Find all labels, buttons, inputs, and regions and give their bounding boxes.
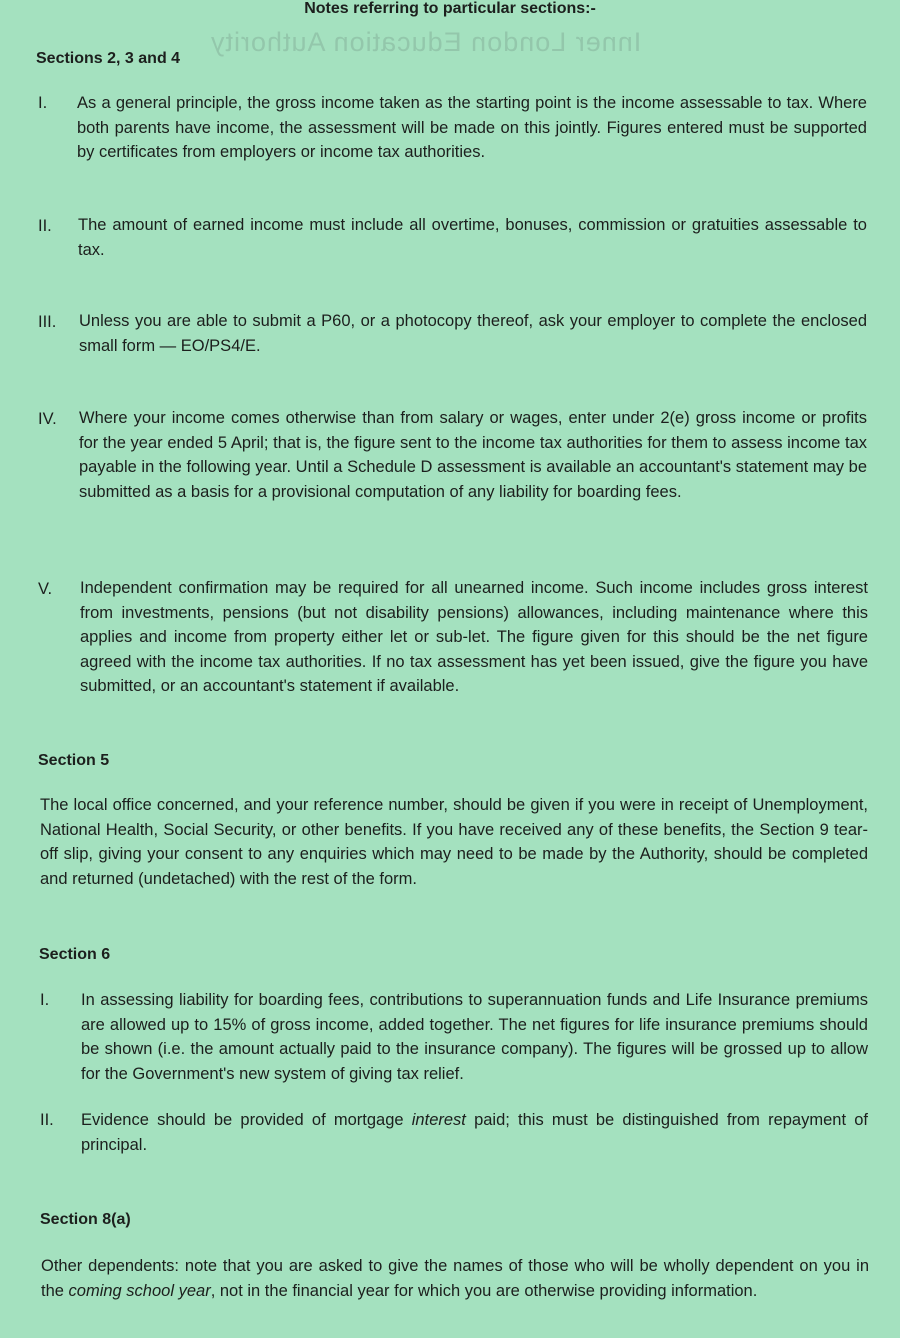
item-number: II. xyxy=(40,1111,54,1129)
section-heading: Section 5 xyxy=(38,752,110,769)
item-text: Unless you are able to submit a P60, or a photocopy thereof, ask your employer to complete the enclosed small form — EO/PS4/E. xyxy=(79,312,867,355)
item-text: In assessing liability for boarding fees, contributions to superannuation funds and Life Insurance premiums are allowed up to 15% of gross income, added together. The net figures for life insurance premiums should be shown (i.e. the amount actually paid to the insurance company). The figures will be grossed up to allow for the Government's new system of giving tax relief. xyxy=(81,991,868,1083)
item-text: As a general principle, the gross income taken as the starting point is the income assessable to tax. Where both parents have income, the assessment will be made on this jointly. Figures entered must be supported by certificates from employers or income tax authorities. xyxy=(77,94,867,161)
bleed-through-heading: Inner London Education Authority xyxy=(210,27,642,57)
section-heading: Section 8(a) xyxy=(40,1211,131,1228)
text-segment: Evidence should be provided of mortgage xyxy=(81,1111,412,1129)
section-heading: Section 6 xyxy=(39,946,111,963)
item-text: Independent confirmation may be required for all unearned income. Such income includes gross interest from investments, pensions (but not disability pensions) allowances, including maintenance where this applies and income from property either let or sub-let. The figure given for this should be the net figure agreed with the income tax authorities. If no tax assessment has yet been issued, give the figure you have submitted, or an accountant's statement if available. xyxy=(80,579,868,695)
italic-text: interest xyxy=(411,1111,466,1129)
section-heading: Sections 2, 3 and 4 xyxy=(36,50,181,67)
text-segment: , not in the financial year for which you are otherwise providing information. xyxy=(210,1281,758,1300)
text-segment: paid; this must be distinguished from repayment of principal. xyxy=(81,1111,868,1154)
item-text xyxy=(81,1108,868,1157)
item-number: IV. xyxy=(38,410,57,428)
item-text: The amount of earned income must include all overtime, bonuses, commission or gratuities assessable to tax. xyxy=(78,216,867,259)
section-text: The local office concerned, and your reference number, should be given if you were in receipt of Unemployment, National Health, Social Security, or other benefits. If you have received any of these benefits, the Section 9 tear-off slip, giving your consent to any enquiries which may need to be made by the Authority, should be completed and returned (undetached) with the rest of the form. xyxy=(40,796,868,888)
italic-text: coming school year xyxy=(68,1281,211,1300)
text-segment: Other dependents: note that you are asked to give the names of those who will be wholly dependent on you in the xyxy=(41,1257,869,1300)
item-number: III. xyxy=(38,313,57,331)
item-text: Where your income comes otherwise than from salary or wages, enter under 2(e) gross income or profits for the year ended 5 April; that is, the figure sent to the income tax authorities for them to assess income tax payable in the following year. Until a Schedule D assessment is available an accountant's statement may be submitted as a basis for a provisional computation of any liability for boarding fees. xyxy=(79,409,867,501)
item-number: I. xyxy=(40,991,50,1009)
item-number: V. xyxy=(38,580,53,598)
page-title: Notes referring to particular sections:- xyxy=(304,0,596,17)
section-text xyxy=(41,1254,869,1303)
item-number: I. xyxy=(38,94,48,112)
item-number: II. xyxy=(38,217,52,235)
